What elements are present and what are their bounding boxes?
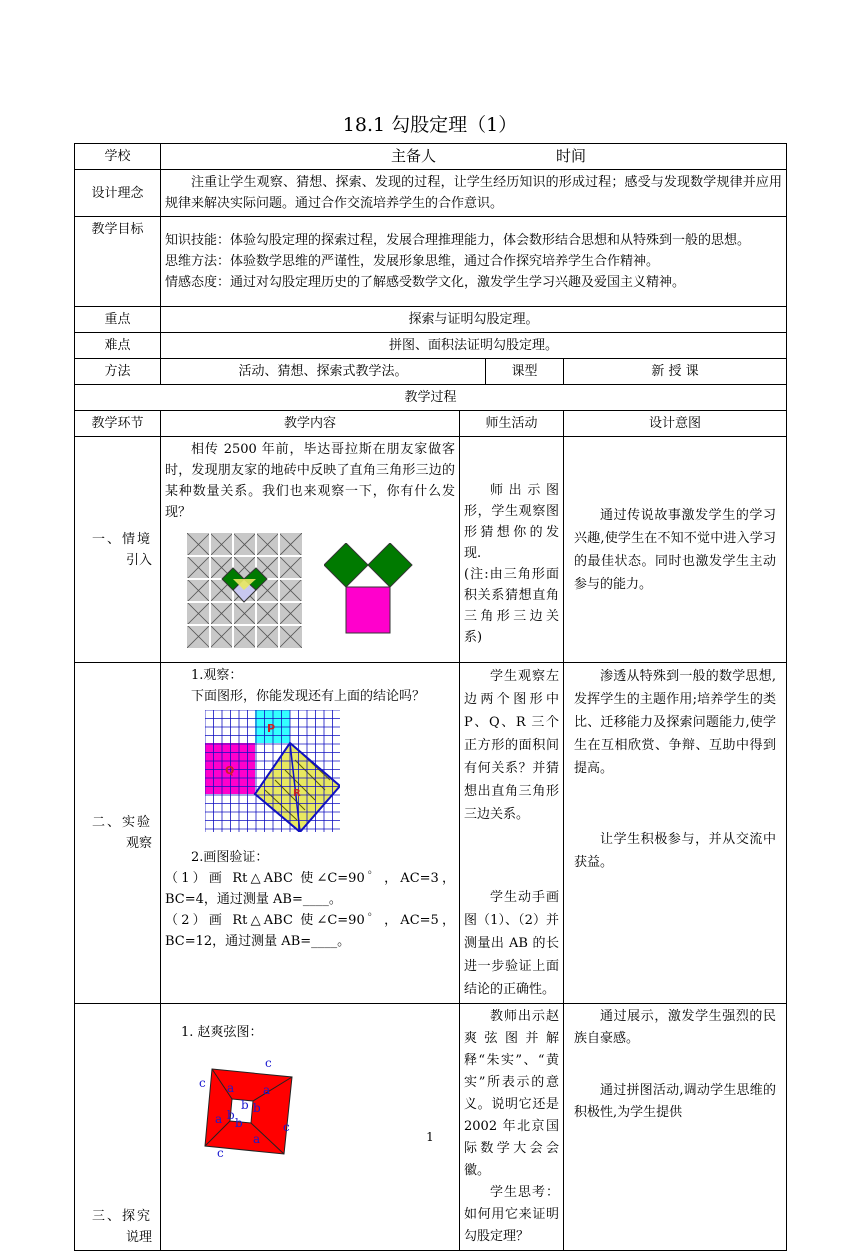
side-label-b: b [227,1108,235,1122]
column-header-row [75,411,787,437]
stage-intent: 通过传说故事激发学生的学习兴趣,使学生在不知不觉中进入学习的最佳状态。同时也激发学生主动参与的能力。 [564,437,787,663]
stage-content: 1. 赵爽弦图： c c c c a a a a b b b b [161,1004,460,1251]
side-label-b: b [235,1116,243,1130]
goals-row [75,217,787,307]
goal-method: 思维方法：体验数学思维的严谨性，发展形象思维，通过合作探究培养学生合作精神。 [165,254,660,269]
preparer-label: 主备人 [390,147,436,165]
design-concept-text: 注重让学生观察、猜想、探索、发现的过程，让学生经历知识的形成过程；感受与发现数学规律并应用规律来解决实际问题。通过合作交流培养学生的合作意识。 [161,170,787,217]
stage-intent: 渗透从特殊到一般的数学思想,发挥学生的主题作用;培养学生的类比、迁移能力及探索问题能力,使学生在互相欣赏、争辩、互助中得到提高。 让学生积极参与，并从交流中获益。 [564,663,787,1004]
side-label-c: c [283,1120,290,1134]
design-concept-label: 设计理念 [75,170,161,217]
stage-row [75,663,787,1004]
stage-name: 三、探究 说理 [75,1004,161,1251]
method-label: 方法 [75,359,161,385]
zhao-shuang-diagram [187,1049,307,1161]
column-header: 教学内容 [161,411,460,437]
side-label-a: a [253,1132,261,1146]
stage-content: 1.观察： 下面图形，你能发现还有上面的结论吗？ P Q R 2.画图验证： （1）画 Rt△ABC 使∠C=90゜，AC=3，BC=4，通过测量 AB=____。 （2）画 Rt△ABC 使∠C=90゜，AC=5，BC=12，通过测量 AB=____。 [161,663,460,1004]
stage-activity: 教师出示赵爽弦图并解释“朱实”、“黄实”所表示的意义。说明它还是 2002 年北京国际数学大会会徽。 学生思考：如何用它来证明勾股定理？ [460,1004,564,1251]
side-label-b: b [241,1098,249,1112]
difficulty-row [75,333,787,359]
process-title-row [75,385,787,411]
side-label-a: a [215,1112,223,1126]
header-row [75,144,787,170]
stage-name: 二、实验 观察 [75,663,161,1004]
process-title: 教学过程 [75,385,787,411]
grid-label-p: P [267,722,276,735]
key-point-label: 重点 [75,307,161,333]
side-label-c: c [217,1146,224,1160]
goal-knowledge: 知识技能：体验勾股定理的探索过程，发展合理推理能力，体会数形结合思想和从特殊到一般的思想。 [165,233,751,248]
goal-emotion: 情感态度：通过对勾股定理历史的了解感受数学文化，激发学生学习兴趣及爱国主义精神。 [165,275,686,290]
stage-content: 相传 2500 年前，毕达哥拉斯在朋友家做客时，发现朋友家的地砖中反映了直角三角形三边的某种数量关系。我们也来观察一下，你有什么发现？ [161,437,460,663]
stage-activity: 师出示图形，学生观察图形猜想你的发现. (注:由三角形面积关系猜想直角三角形三边关系) [460,437,564,663]
pythagoras-squares-figure [324,543,414,638]
side-label-c: c [199,1076,206,1090]
grid-squares-figure [205,710,340,832]
page-number: 1 [426,1130,434,1144]
design-concept-row [75,170,787,217]
difficulty-label: 难点 [75,333,161,359]
column-header: 教学环节 [75,411,161,437]
stage-activity: 学生观察左边两个图形中 P、Q、R 三个正方形的面积间有何关系？并猜想出直角三角形三边关系。 学生动手画图（1）、（2）并测量出 AB 的长进一步验证上面结论的正确性。 [460,663,564,1004]
lesson-plan-table [74,143,787,1251]
method-row [75,359,787,385]
grid-label-q: Q [225,764,235,777]
stage-row [75,437,787,663]
grid-label-r: R [293,788,301,799]
method-text: 活动、猜想、探索式教学法。 [161,359,486,385]
key-point-row [75,307,787,333]
lesson-type-value: 新 授 课 [564,359,787,385]
side-label-a: a [263,1083,271,1097]
column-header: 师生活动 [460,411,564,437]
stage-row [75,1004,787,1251]
goals-label: 教学目标 [75,217,161,307]
school-label: 学校 [75,144,161,170]
stage-intent: 通过展示，激发学生强烈的民族自豪感。 通过拼图活动,调动学生思维的积极性,为学生提供 [564,1004,787,1251]
side-label-a: a [227,1081,235,1095]
time-label: 时间 [556,147,587,165]
side-label-b: b [253,1101,261,1115]
tile-pattern-figure [187,533,302,648]
stage-name: 一、情境 引入 [75,437,161,663]
lesson-type-label: 课型 [486,359,564,385]
column-header: 设计意图 [564,411,787,437]
side-label-c: c [265,1056,272,1070]
difficulty-text: 拼图、面积法证明勾股定理。 [161,333,787,359]
key-point-text: 探索与证明勾股定理。 [161,307,787,333]
page-title: 18.1 勾股定理（1） [342,114,518,136]
